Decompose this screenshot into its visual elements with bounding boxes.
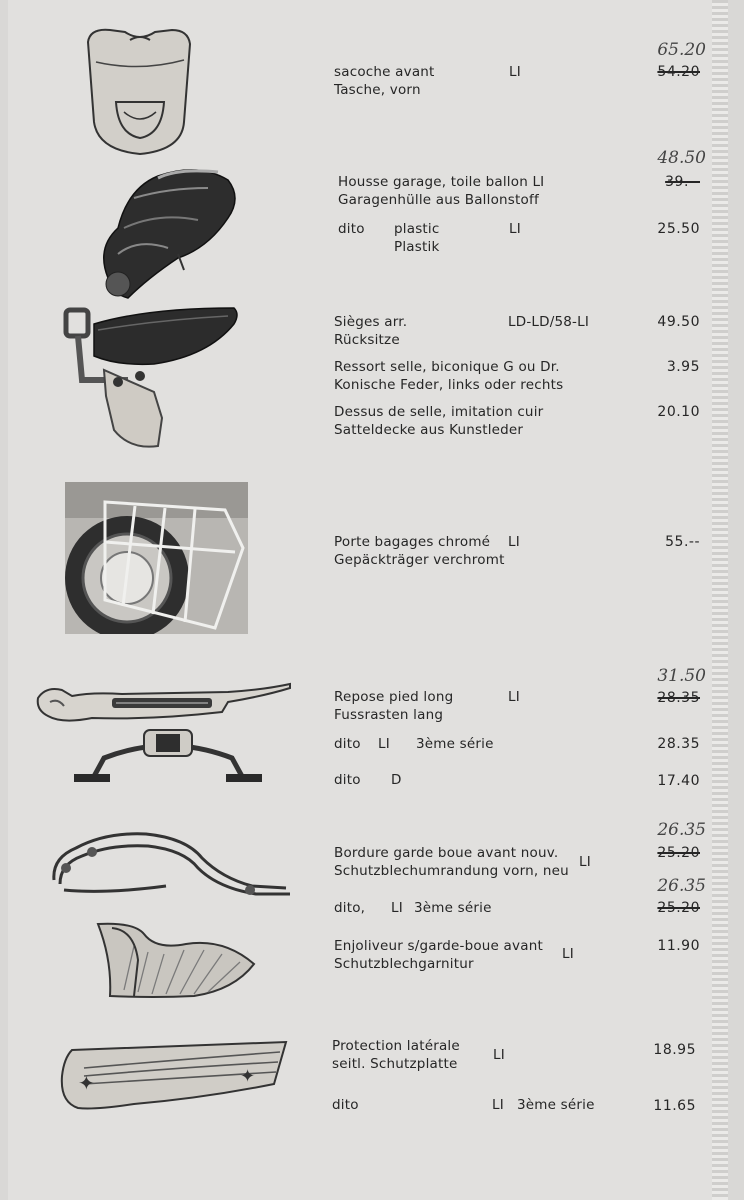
item-12-code: LI bbox=[391, 900, 403, 916]
item-3-french-2: plastic bbox=[394, 221, 440, 237]
item-7-code: LI bbox=[508, 534, 520, 550]
item-12-series: 3ème série bbox=[414, 900, 492, 916]
item-11-old-price: 25.20 bbox=[657, 845, 700, 861]
item-3-german-2: Plastik bbox=[394, 239, 440, 255]
item-8-code: LI bbox=[508, 689, 520, 705]
item-5-german: Konische Feder, links oder rechts bbox=[334, 377, 564, 393]
luggage-carrier-photo bbox=[65, 482, 248, 634]
item-15-french: dito bbox=[332, 1097, 359, 1113]
item-7-french: Porte bagages chromé bbox=[334, 534, 491, 550]
item-2-handwritten-price: 48.50 bbox=[657, 148, 706, 168]
item-11-code: LI bbox=[579, 854, 591, 870]
item-7-german: Gepäckträger verchromt bbox=[334, 552, 505, 568]
item-7-price: 55.-- bbox=[665, 534, 700, 550]
side-protection-plate-illustration bbox=[54, 1040, 290, 1114]
item-8-german: Fussrasten lang bbox=[334, 707, 444, 723]
item-14-french: Protection latérale bbox=[332, 1038, 460, 1054]
item-8-old-price: 28.35 bbox=[657, 690, 700, 706]
item-9-series: 3ème série bbox=[416, 736, 494, 752]
item-1-french: sacoche avant bbox=[334, 64, 435, 80]
mudguard-border-illustration bbox=[46, 828, 294, 910]
item-9-price: 28.35 bbox=[657, 736, 700, 752]
item-11-french: Bordure garde boue avant nouv. bbox=[334, 845, 559, 861]
footrest-long-illustration bbox=[32, 680, 294, 726]
item-12-old-price: 25.20 bbox=[657, 900, 700, 916]
item-2-old-price: 39.-- bbox=[665, 174, 700, 190]
footrest-bracket-illustration bbox=[70, 724, 266, 788]
item-15-series: 3ème série bbox=[517, 1097, 595, 1113]
item-1-german: Tasche, vorn bbox=[334, 82, 421, 98]
item-8-handwritten-price: 31.50 bbox=[657, 666, 706, 686]
item-5-price: 3.95 bbox=[666, 359, 700, 375]
item-4-french: Sièges arr. bbox=[334, 314, 408, 330]
item-2-french: Housse garage, toile ballon LI bbox=[338, 174, 545, 190]
item-6-french: Dessus de selle, imitation cuir bbox=[334, 404, 544, 420]
item-3-price: 25.50 bbox=[657, 221, 700, 237]
item-11-german: Schutzblechumrandung vorn, neu bbox=[334, 863, 569, 879]
item-13-price: 11.90 bbox=[657, 938, 700, 954]
item-9-code: LI bbox=[378, 736, 390, 752]
svg-text:✦: ✦ bbox=[78, 1071, 95, 1095]
garage-cover-illustration bbox=[88, 158, 248, 308]
item-12-handwritten-price: 26.35 bbox=[657, 876, 706, 896]
item-3-code: LI bbox=[509, 221, 521, 237]
item-15-code: LI bbox=[492, 1097, 504, 1113]
item-15-price: 11.65 bbox=[653, 1098, 696, 1114]
item-6-german: Satteldecke aus Kunstleder bbox=[334, 422, 524, 438]
item-4-price: 49.50 bbox=[657, 314, 700, 330]
item-14-german: seitl. Schutzplatte bbox=[332, 1056, 458, 1072]
item-10-french: dito bbox=[334, 772, 361, 788]
mudguard-trim-illustration bbox=[94, 920, 260, 1000]
item-14-code: LI bbox=[493, 1047, 505, 1063]
item-13-french: Enjoliveur s/garde-boue avant bbox=[334, 938, 543, 954]
item-1-old-price: 54.20 bbox=[657, 64, 700, 80]
item-1-code: LI bbox=[509, 64, 521, 80]
item-14-price: 18.95 bbox=[653, 1042, 696, 1058]
item-9-french: dito bbox=[334, 736, 361, 752]
item-12-french: dito, bbox=[334, 900, 366, 916]
item-11-handwritten-price: 26.35 bbox=[657, 820, 706, 840]
catalog-page bbox=[8, 0, 728, 1200]
rear-seat-illustration bbox=[58, 300, 248, 460]
item-5-french: Ressort selle, biconique G ou Dr. bbox=[334, 359, 560, 375]
front-bag-illustration bbox=[80, 22, 200, 162]
item-10-code: D bbox=[391, 772, 402, 788]
item-10-price: 17.40 bbox=[657, 773, 700, 789]
svg-text:✦: ✦ bbox=[240, 1066, 256, 1087]
item-6-price: 20.10 bbox=[657, 404, 700, 420]
item-8-french: Repose pied long bbox=[334, 689, 454, 705]
item-3-french: dito bbox=[338, 221, 365, 237]
item-13-german: Schutzblechgarnitur bbox=[334, 956, 474, 972]
item-4-code: LD-LD/58-LI bbox=[508, 314, 590, 330]
item-13-code: LI bbox=[562, 946, 574, 962]
item-1-handwritten-price: 65.20 bbox=[657, 40, 706, 60]
item-4-german: Rücksitze bbox=[334, 332, 400, 348]
item-2-german: Garagenhülle aus Ballonstoff bbox=[338, 192, 539, 208]
page-edge bbox=[712, 0, 728, 1200]
